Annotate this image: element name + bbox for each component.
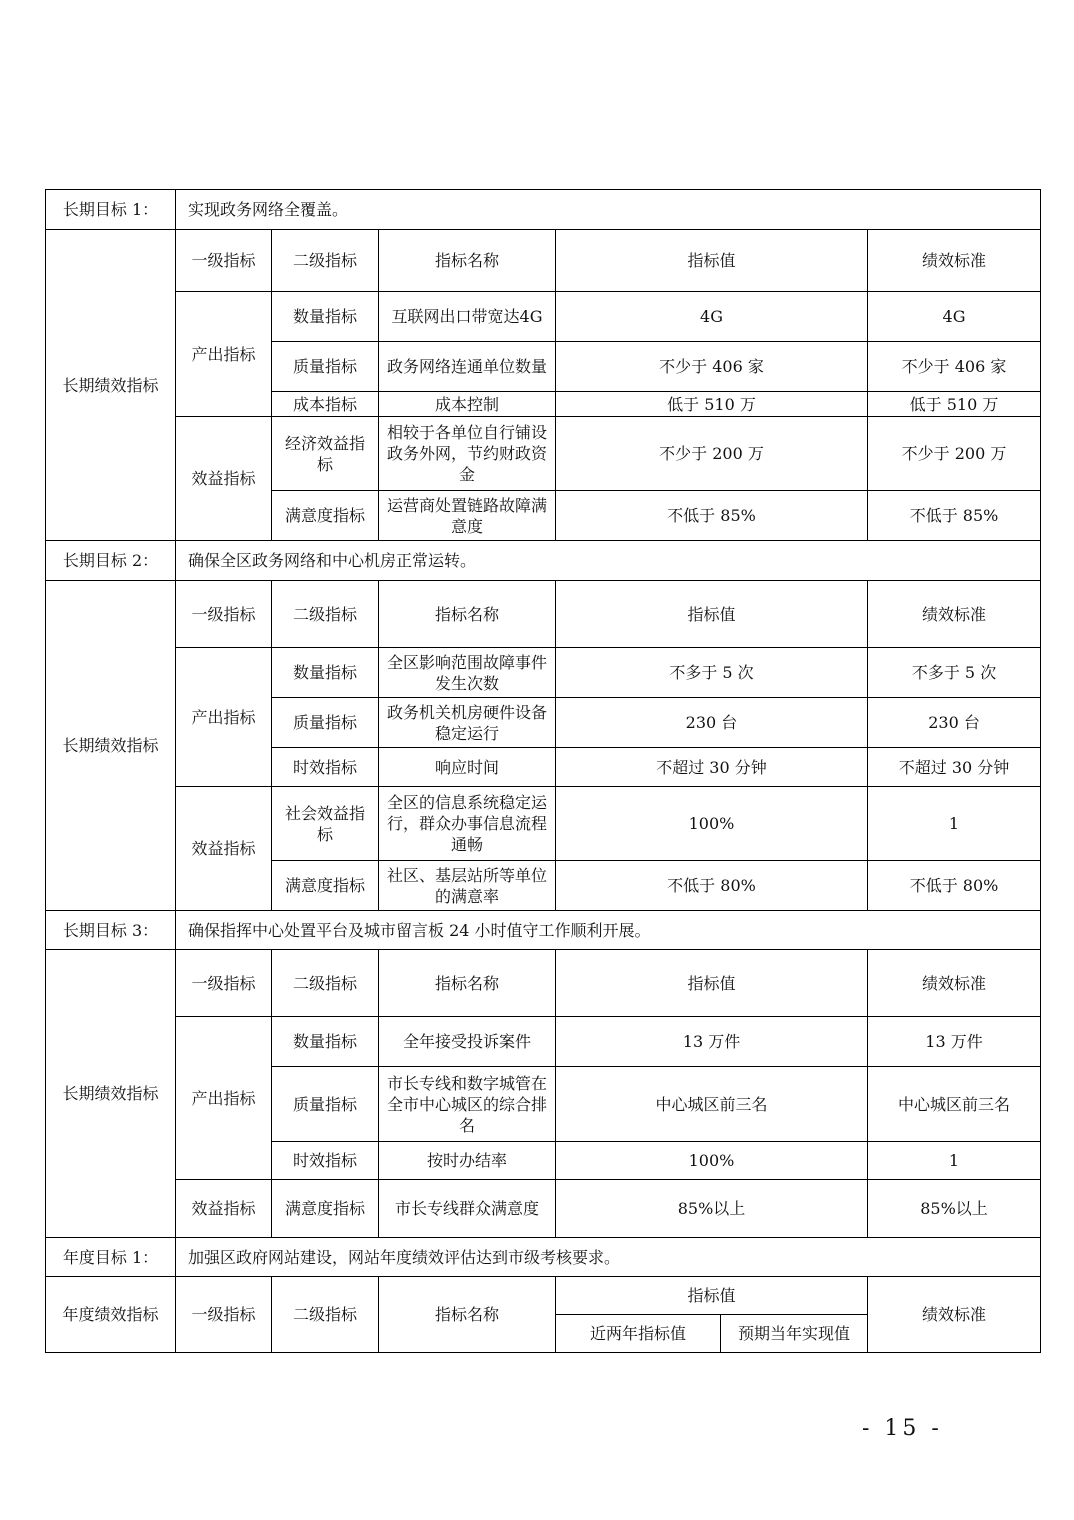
goal-row bbox=[46, 911, 1041, 950]
header-level1: 一级指标 bbox=[176, 230, 272, 292]
long-term-label: 长期绩效指标 bbox=[46, 950, 176, 1238]
cell-level2: 数量指标 bbox=[272, 292, 379, 342]
header-standard: 绩效标准 bbox=[868, 950, 1041, 1017]
header-level2: 二级指标 bbox=[272, 950, 379, 1017]
header-level1: 一级指标 bbox=[176, 1277, 272, 1353]
table-row bbox=[46, 787, 1041, 861]
header-standard: 绩效标准 bbox=[868, 230, 1041, 292]
category-benefit: 效益指标 bbox=[176, 787, 272, 911]
cell-level2: 满意度指标 bbox=[272, 491, 379, 541]
page-number: - 15 - bbox=[862, 1416, 943, 1441]
header-expected-this-year: 预期当年实现值 bbox=[721, 1315, 868, 1353]
cell-name: 响应时间 bbox=[379, 748, 556, 787]
goal-row bbox=[46, 1238, 1041, 1277]
cell-value: 不少于 200 万 bbox=[556, 417, 868, 491]
cell-name: 按时办结率 bbox=[379, 1142, 556, 1180]
category-output: 产出指标 bbox=[176, 1017, 272, 1180]
cell-level2: 社会效益指标 bbox=[272, 787, 379, 861]
cell-name: 社区、基层站所等单位的满意率 bbox=[379, 861, 556, 911]
cell-value: 不超过 30 分钟 bbox=[556, 748, 868, 787]
cell-standard: 4G bbox=[868, 292, 1041, 342]
header-level2: 二级指标 bbox=[272, 230, 379, 292]
annual-label: 年度绩效指标 bbox=[46, 1277, 176, 1353]
header-name: 指标名称 bbox=[379, 581, 556, 648]
cell-name: 政务机关机房硬件设备稳定运行 bbox=[379, 698, 556, 748]
cell-value: 不多于 5 次 bbox=[556, 648, 868, 698]
cell-level2: 质量指标 bbox=[272, 698, 379, 748]
header-row bbox=[46, 950, 1041, 1017]
header-name: 指标名称 bbox=[379, 1277, 556, 1353]
cell-value: 不低于 80% bbox=[556, 861, 868, 911]
header-row bbox=[46, 230, 1041, 292]
goal-label: 长期目标 2： bbox=[46, 541, 176, 581]
header-level1: 一级指标 bbox=[176, 581, 272, 648]
performance-table bbox=[45, 189, 1041, 1353]
cell-name: 市长专线群众满意度 bbox=[379, 1180, 556, 1238]
header-name: 指标名称 bbox=[379, 950, 556, 1017]
header-value: 指标值 bbox=[556, 1277, 868, 1315]
goal-row bbox=[46, 541, 1041, 581]
long-term-label: 长期绩效指标 bbox=[46, 581, 176, 911]
cell-value: 不少于 406 家 bbox=[556, 342, 868, 392]
header-value: 指标值 bbox=[556, 230, 868, 292]
goal-text: 加强区政府网站建设，网站年度绩效评估达到市级考核要求。 bbox=[176, 1238, 1041, 1277]
goal-text: 实现政务网络全覆盖。 bbox=[176, 190, 1041, 230]
table-row bbox=[46, 1017, 1041, 1067]
cell-standard: 1 bbox=[868, 787, 1041, 861]
header-standard: 绩效标准 bbox=[868, 1277, 1041, 1353]
goal-text: 确保指挥中心处置平台及城市留言板 24 小时值守工作顺利开展。 bbox=[176, 911, 1041, 950]
header-value: 指标值 bbox=[556, 950, 868, 1017]
cell-standard: 不多于 5 次 bbox=[868, 648, 1041, 698]
header-recent-two-years: 近两年指标值 bbox=[556, 1315, 721, 1353]
cell-name: 市长专线和数字城管在全市中心城区的综合排名 bbox=[379, 1067, 556, 1142]
cell-name: 全年接受投诉案件 bbox=[379, 1017, 556, 1067]
cell-level2: 质量指标 bbox=[272, 342, 379, 392]
cell-value: 中心城区前三名 bbox=[556, 1067, 868, 1142]
cell-level2: 时效指标 bbox=[272, 1142, 379, 1180]
header-row bbox=[46, 1277, 1041, 1315]
cell-name: 全区影响范围故障事件发生次数 bbox=[379, 648, 556, 698]
cell-value: 230 台 bbox=[556, 698, 868, 748]
category-benefit: 效益指标 bbox=[176, 1180, 272, 1238]
header-level1: 一级指标 bbox=[176, 950, 272, 1017]
table-row bbox=[46, 648, 1041, 698]
header-level2: 二级指标 bbox=[272, 1277, 379, 1353]
cell-standard: 中心城区前三名 bbox=[868, 1067, 1041, 1142]
cell-value: 4G bbox=[556, 292, 868, 342]
cell-level2: 满意度指标 bbox=[272, 1180, 379, 1238]
cell-standard: 1 bbox=[868, 1142, 1041, 1180]
cell-value: 不低于 85% bbox=[556, 491, 868, 541]
cell-standard: 85%以上 bbox=[868, 1180, 1041, 1238]
goal-row bbox=[46, 190, 1041, 230]
cell-level2: 数量指标 bbox=[272, 1017, 379, 1067]
cell-level2: 经济效益指标 bbox=[272, 417, 379, 491]
cell-value: 13 万件 bbox=[556, 1017, 868, 1067]
table-row bbox=[46, 417, 1041, 491]
cell-name: 全区的信息系统稳定运行，群众办事信息流程通畅 bbox=[379, 787, 556, 861]
cell-standard: 低于 510 万 bbox=[868, 392, 1041, 417]
cell-name: 政务网络连通单位数量 bbox=[379, 342, 556, 392]
goal-label: 长期目标 1： bbox=[46, 190, 176, 230]
cell-level2: 质量指标 bbox=[272, 1067, 379, 1142]
cell-name: 成本控制 bbox=[379, 392, 556, 417]
table-row bbox=[46, 1180, 1041, 1238]
cell-value: 100% bbox=[556, 1142, 868, 1180]
cell-level2: 成本指标 bbox=[272, 392, 379, 417]
category-benefit: 效益指标 bbox=[176, 417, 272, 541]
cell-standard: 230 台 bbox=[868, 698, 1041, 748]
cell-standard: 不低于 80% bbox=[868, 861, 1041, 911]
cell-level2: 满意度指标 bbox=[272, 861, 379, 911]
category-output: 产出指标 bbox=[176, 648, 272, 787]
cell-name: 运营商处置链路故障满意度 bbox=[379, 491, 556, 541]
header-name: 指标名称 bbox=[379, 230, 556, 292]
header-value: 指标值 bbox=[556, 581, 868, 648]
cell-value: 85%以上 bbox=[556, 1180, 868, 1238]
header-standard: 绩效标准 bbox=[868, 581, 1041, 648]
category-output: 产出指标 bbox=[176, 292, 272, 417]
cell-value: 低于 510 万 bbox=[556, 392, 868, 417]
cell-standard: 不少于 200 万 bbox=[868, 417, 1041, 491]
goal-text: 确保全区政务网络和中心机房正常运转。 bbox=[176, 541, 1041, 581]
goal-label: 长期目标 3： bbox=[46, 911, 176, 950]
goal-label: 年度目标 1： bbox=[46, 1238, 176, 1277]
cell-standard: 不超过 30 分钟 bbox=[868, 748, 1041, 787]
cell-level2: 数量指标 bbox=[272, 648, 379, 698]
table-row bbox=[46, 292, 1041, 342]
cell-standard: 不少于 406 家 bbox=[868, 342, 1041, 392]
cell-standard: 13 万件 bbox=[868, 1017, 1041, 1067]
header-row bbox=[46, 581, 1041, 648]
header-level2: 二级指标 bbox=[272, 581, 379, 648]
cell-level2: 时效指标 bbox=[272, 748, 379, 787]
long-term-label: 长期绩效指标 bbox=[46, 230, 176, 541]
cell-name: 相较于各单位自行铺设政务外网，节约财政资金 bbox=[379, 417, 556, 491]
cell-standard: 不低于 85% bbox=[868, 491, 1041, 541]
cell-value: 100% bbox=[556, 787, 868, 861]
cell-name: 互联网出口带宽达4G bbox=[379, 292, 556, 342]
